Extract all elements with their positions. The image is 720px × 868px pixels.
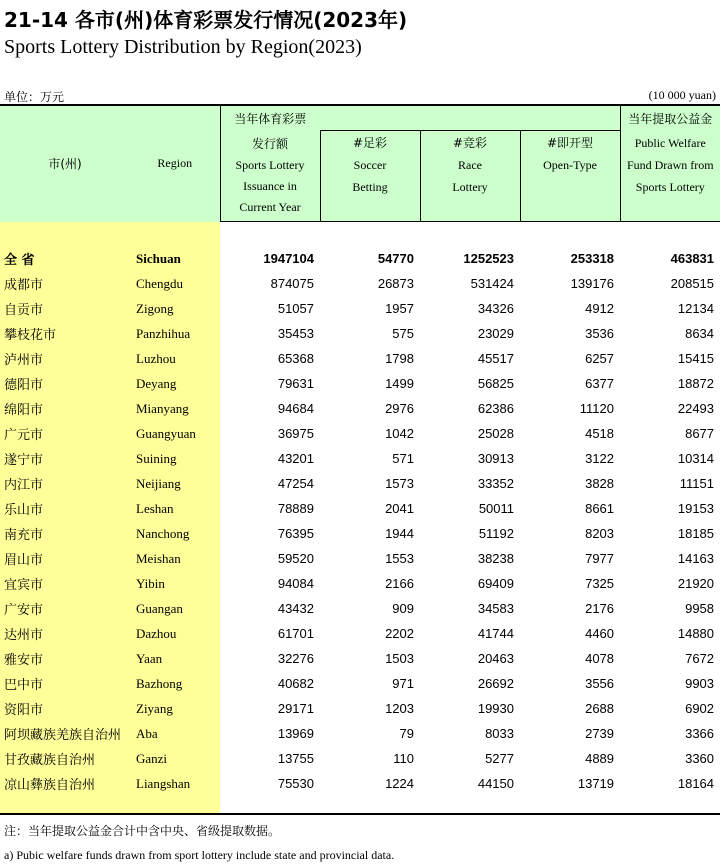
table-row xyxy=(0,321,720,346)
row-city-cn: 攀枝花市 xyxy=(0,321,130,346)
row-open-value: 8661 xyxy=(585,501,615,516)
row-issuance-value: 43432 xyxy=(277,601,314,616)
row-welfare-value: 14163 xyxy=(677,551,715,566)
row-race-value: 5277 xyxy=(485,751,514,766)
row-race-value: 26692 xyxy=(477,676,514,691)
row-race-value: 41744 xyxy=(477,626,514,641)
row-region-en: Panzhihua xyxy=(130,321,220,346)
row-race-value: 19930 xyxy=(477,701,514,716)
table-row xyxy=(0,521,720,546)
row-city-cn: 自贡市 xyxy=(0,296,130,321)
header-issuance-group-cn: 当年体育彩票 xyxy=(220,105,320,131)
row-city-cn: 广安市 xyxy=(0,596,130,621)
row-city-cn: 广元市 xyxy=(0,421,130,446)
row-issuance-value: 874075 xyxy=(270,276,314,291)
row-open-value: 3556 xyxy=(585,676,615,691)
row-welfare-value: 21920 xyxy=(677,576,715,591)
row-issuance-value: 13969 xyxy=(277,726,314,741)
header-race-cn: #竞彩 xyxy=(452,136,488,150)
header-soccer-en-2: Betting xyxy=(352,180,388,194)
row-welfare-value: 9958 xyxy=(685,601,715,616)
row-race-value: 531424 xyxy=(470,276,514,291)
row-city-cn: 乐山市 xyxy=(0,496,130,521)
row-soccer-value: 575 xyxy=(392,326,414,341)
table-title-en: Sports Lottery Distribution by Region(2023) xyxy=(4,36,362,58)
header-welfare-en-1: Public Welfare xyxy=(634,135,706,150)
row-welfare-value: 18164 xyxy=(677,776,715,791)
header-soccer xyxy=(320,131,420,222)
row-region-en: Chengdu xyxy=(130,271,220,296)
table-row xyxy=(0,296,720,321)
row-welfare-value: 3366 xyxy=(685,726,715,741)
row-region-en: Bazhong xyxy=(130,671,220,696)
row-welfare-value: 8677 xyxy=(685,426,715,441)
header-issuance-cn: 发行额 xyxy=(251,137,288,152)
row-race-value: 62386 xyxy=(477,401,514,416)
header-race-en-1: Race xyxy=(458,158,482,172)
row-open-value: 4460 xyxy=(585,626,615,641)
table-row xyxy=(0,471,720,496)
table-row xyxy=(0,496,720,521)
row-region-en: Nanchong xyxy=(130,521,220,546)
row-open-value: 7325 xyxy=(585,576,615,591)
row-city-cn: 成都市 xyxy=(0,271,130,296)
row-welfare-value: 10314 xyxy=(677,451,715,466)
row-soccer-value: 2166 xyxy=(385,576,414,591)
row-open-value: 4912 xyxy=(585,301,615,316)
row-region-en: Liangshan xyxy=(130,771,220,796)
row-issuance-value: 94084 xyxy=(277,576,314,591)
row-soccer-value: 1503 xyxy=(385,651,414,666)
row-issuance-value: 76395 xyxy=(277,526,314,541)
header-soccer-en-1: Soccer xyxy=(353,158,387,172)
row-open-value: 8203 xyxy=(585,526,615,541)
row-welfare-value: 18185 xyxy=(677,526,715,541)
row-welfare-value: 19153 xyxy=(677,501,715,516)
row-city-cn: 南充市 xyxy=(0,521,130,546)
row-race-value: 38238 xyxy=(477,551,514,566)
row-issuance-value: 32276 xyxy=(277,651,314,666)
table-row xyxy=(0,371,720,396)
row-open-value: 3828 xyxy=(585,476,615,491)
row-region-en: Luzhou xyxy=(130,346,220,371)
table-row xyxy=(0,546,720,571)
row-issuance-value: 1947104 xyxy=(263,251,314,266)
header-region-en: Region xyxy=(130,105,220,222)
row-soccer-value: 1499 xyxy=(385,376,414,391)
row-region-en: Guangyuan xyxy=(130,421,220,446)
row-welfare-value: 7672 xyxy=(685,651,715,666)
row-soccer-value: 909 xyxy=(392,601,414,616)
table-body xyxy=(0,222,720,815)
row-region-en: Neijiang xyxy=(130,471,220,496)
row-region-en: Meishan xyxy=(130,546,220,571)
table-row xyxy=(0,721,720,746)
footnote-cn: 注：当年提取公益金合计中含中央、省级提取数据。 xyxy=(4,824,281,838)
row-soccer-value: 1203 xyxy=(385,701,414,716)
row-issuance-value: 43201 xyxy=(277,451,314,466)
header-issuance-en-1: Sports Lottery xyxy=(235,158,305,173)
row-issuance-value: 79631 xyxy=(277,376,314,391)
row-city-cn: 眉山市 xyxy=(0,546,130,571)
row-city-cn: 甘孜藏族自治州 xyxy=(0,746,130,771)
table-row-total xyxy=(0,246,720,271)
row-open-value: 6377 xyxy=(585,376,615,391)
row-soccer-value: 571 xyxy=(392,451,414,466)
row-region-en: Ganzi xyxy=(130,746,220,771)
row-region-en: Zigong xyxy=(130,296,220,321)
row-city-cn: 全 省 xyxy=(0,246,130,271)
row-city-cn: 绵阳市 xyxy=(0,396,130,421)
row-city-cn: 德阳市 xyxy=(0,371,130,396)
row-race-value: 34583 xyxy=(477,601,514,616)
row-city-cn: 内江市 xyxy=(0,471,130,496)
row-issuance-value: 51057 xyxy=(277,301,314,316)
header-issuance-en-2: Issuance in xyxy=(243,179,297,194)
row-open-value: 2176 xyxy=(585,601,615,616)
row-race-value: 23029 xyxy=(477,326,514,341)
table-row xyxy=(0,271,720,296)
table-row xyxy=(0,646,720,671)
row-open-value: 7977 xyxy=(585,551,615,566)
row-soccer-value: 971 xyxy=(392,676,414,691)
row-welfare-value: 9903 xyxy=(685,676,715,691)
row-soccer-value: 1553 xyxy=(385,551,414,566)
row-open-value: 4889 xyxy=(585,751,615,766)
row-race-value: 33352 xyxy=(477,476,514,491)
row-region-en: Mianyang xyxy=(130,396,220,421)
table-row xyxy=(0,571,720,596)
row-soccer-value: 26873 xyxy=(377,276,414,291)
row-region-en: Deyang xyxy=(130,371,220,396)
header-welfare-en-3: Sports Lottery xyxy=(635,179,705,194)
header-city-cn: 市(州) xyxy=(0,105,130,222)
table-row xyxy=(0,696,720,721)
row-soccer-value: 1957 xyxy=(385,301,414,316)
row-soccer-value: 54770 xyxy=(377,251,414,266)
row-race-value: 51192 xyxy=(478,526,514,541)
table-row xyxy=(0,621,720,646)
row-welfare-value: 12134 xyxy=(677,301,715,316)
header-issuance-en-3: Current Year xyxy=(239,200,301,215)
row-region-en: Yibin xyxy=(130,571,220,596)
row-region-en: Sichuan xyxy=(130,246,220,271)
row-welfare-value: 15415 xyxy=(677,351,715,366)
row-soccer-value: 1573 xyxy=(385,476,414,491)
row-race-value: 56825 xyxy=(477,376,514,391)
row-soccer-value: 1042 xyxy=(385,426,414,441)
row-city-cn: 凉山彝族自治州 xyxy=(0,771,130,796)
header-soccer-cn: #足彩 xyxy=(352,136,388,150)
table-row xyxy=(0,596,720,621)
row-open-value: 253318 xyxy=(570,251,615,266)
row-city-cn: 雅安市 xyxy=(0,646,130,671)
row-soccer-value: 2202 xyxy=(385,626,414,641)
row-issuance-value: 78889 xyxy=(277,501,314,516)
row-issuance-value: 35453 xyxy=(277,326,314,341)
row-welfare-value: 6902 xyxy=(685,701,715,716)
header-open-cn: #即开型 xyxy=(546,136,594,150)
row-city-cn: 遂宁市 xyxy=(0,446,130,471)
table-row xyxy=(0,396,720,421)
row-race-value: 44150 xyxy=(477,776,514,791)
row-soccer-value: 2976 xyxy=(385,401,414,416)
row-open-value: 6257 xyxy=(585,351,615,366)
row-welfare-value: 18872 xyxy=(677,376,715,391)
table-title-cn: 21-14 各市(州)体育彩票发行情况(2023年) xyxy=(4,8,408,32)
row-region-en: Ziyang xyxy=(130,696,220,721)
row-welfare-value: 22493 xyxy=(677,401,715,416)
row-soccer-value: 1798 xyxy=(385,351,414,366)
row-issuance-value: 36975 xyxy=(277,426,314,441)
row-region-en: Leshan xyxy=(130,496,220,521)
row-issuance-value: 29171 xyxy=(277,701,314,716)
header-issuance xyxy=(220,131,320,222)
row-issuance-value: 40682 xyxy=(277,676,314,691)
row-region-en: Aba xyxy=(130,721,220,746)
row-open-value: 11120 xyxy=(579,401,615,416)
row-open-value: 3122 xyxy=(585,451,615,466)
row-race-value: 45517 xyxy=(477,351,514,366)
table-row xyxy=(0,671,720,696)
row-region-en: Dazhou xyxy=(130,621,220,646)
row-welfare-value: 11151 xyxy=(679,476,715,491)
unit-label-en: (10 000 yuan) xyxy=(648,88,716,102)
row-soccer-value: 2041 xyxy=(385,501,414,516)
row-city-cn: 宜宾市 xyxy=(0,571,130,596)
row-soccer-value: 1944 xyxy=(385,526,414,541)
row-city-cn: 达州市 xyxy=(0,621,130,646)
row-race-value: 34326 xyxy=(477,301,514,316)
row-city-cn: 阿坝藏族羌族自治州 xyxy=(0,721,130,746)
header-race-en-2: Lottery xyxy=(452,180,488,194)
row-race-value: 1252523 xyxy=(463,251,514,266)
row-issuance-value: 65368 xyxy=(277,351,314,366)
row-region-en: Guangan xyxy=(130,596,220,621)
row-welfare-value: 14880 xyxy=(677,626,715,641)
unit-label-cn: 单位：万元 xyxy=(4,90,65,104)
row-race-value: 69409 xyxy=(477,576,514,591)
header-open xyxy=(520,131,620,222)
table-row xyxy=(0,446,720,471)
row-welfare-value: 3360 xyxy=(685,751,715,766)
table-row xyxy=(0,771,720,796)
row-region-en: Suining xyxy=(130,446,220,471)
row-welfare-value: 463831 xyxy=(670,251,715,266)
header-welfare-cn: 当年提取公益金 xyxy=(620,105,720,131)
row-race-value: 50011 xyxy=(478,501,514,516)
header-race xyxy=(420,131,520,222)
lottery-table xyxy=(0,104,720,815)
row-race-value: 30913 xyxy=(477,451,514,466)
table-row xyxy=(0,746,720,771)
row-issuance-value: 59520 xyxy=(277,551,314,566)
header-welfare xyxy=(620,131,720,222)
row-soccer-value: 79 xyxy=(399,726,414,741)
row-city-cn: 泸州市 xyxy=(0,346,130,371)
row-issuance-value: 13755 xyxy=(277,751,314,766)
table-row xyxy=(0,421,720,446)
row-issuance-value: 61701 xyxy=(277,626,314,641)
header-open-en: Open-Type xyxy=(543,158,597,172)
row-race-value: 20463 xyxy=(477,651,514,666)
table-row xyxy=(0,346,720,371)
row-region-en: Yaan xyxy=(130,646,220,671)
row-open-value: 2688 xyxy=(585,701,615,716)
row-issuance-value: 94684 xyxy=(277,401,314,416)
row-soccer-value: 1224 xyxy=(385,776,414,791)
row-issuance-value: 75530 xyxy=(277,776,314,791)
row-issuance-value: 47254 xyxy=(277,476,314,491)
row-open-value: 3536 xyxy=(585,326,615,341)
row-soccer-value: 110 xyxy=(393,751,414,766)
row-welfare-value: 8634 xyxy=(685,326,715,341)
row-race-value: 8033 xyxy=(485,726,514,741)
row-open-value: 2739 xyxy=(585,726,615,741)
row-welfare-value: 208515 xyxy=(670,276,715,291)
header-welfare-en-2: Fund Drawn from xyxy=(626,157,714,172)
table-header xyxy=(0,105,720,222)
row-open-value: 4078 xyxy=(585,651,615,666)
row-city-cn: 资阳市 xyxy=(0,696,130,721)
row-city-cn: 巴中市 xyxy=(0,671,130,696)
footnote-en: a) Pubic welfare funds drawn from sport lottery include state and provincial data. xyxy=(4,848,395,862)
row-open-value: 139176 xyxy=(570,276,615,291)
row-open-value: 4518 xyxy=(585,426,615,441)
row-open-value: 13719 xyxy=(577,776,615,791)
row-race-value: 25028 xyxy=(477,426,514,441)
